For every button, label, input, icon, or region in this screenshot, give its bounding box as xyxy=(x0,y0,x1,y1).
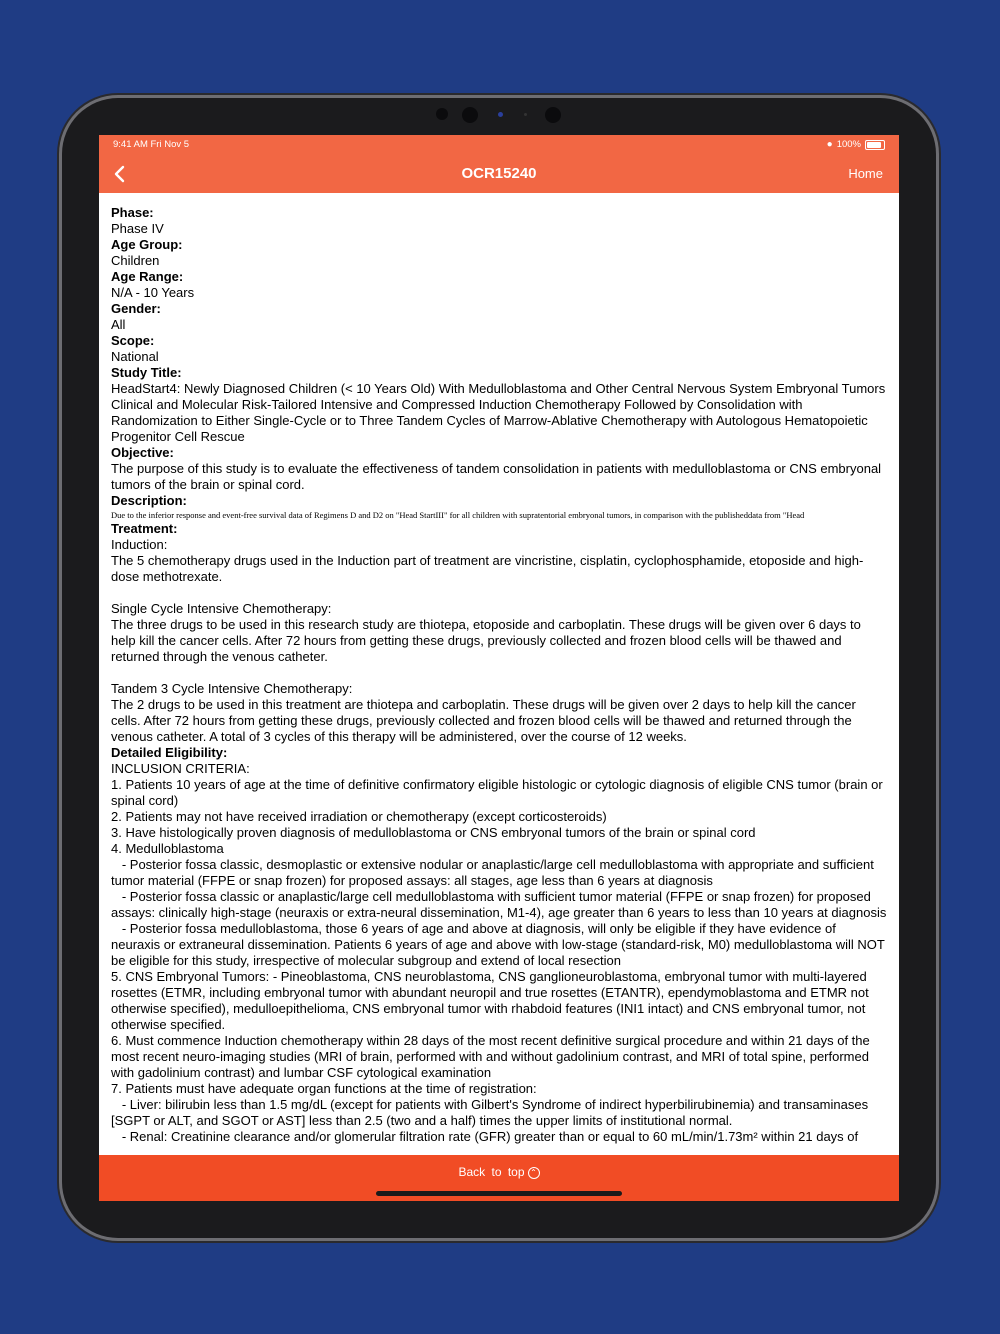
field-age-group xyxy=(111,237,887,269)
camera-bar xyxy=(62,98,936,138)
field-study-title xyxy=(111,365,887,445)
field-gender xyxy=(111,301,887,333)
field-value: All xyxy=(111,317,126,332)
home-indicator[interactable] xyxy=(376,1191,622,1196)
page-title: OCR15240 xyxy=(461,165,537,182)
field-label: Age Group: xyxy=(111,237,183,252)
field-label: Treatment: xyxy=(111,521,178,536)
field-description xyxy=(111,493,887,521)
sensor-dot xyxy=(498,112,503,117)
back-to-top-button[interactable] xyxy=(99,1165,899,1179)
field-value: Induction: The 5 chemotherapy drugs used in the Induction part of treatment are vincristine, cisplatin, cyclophosphamide, etoposide and high-dose methotrexate. Single Cycle Intensive Chemotherapy: The three drugs to be used in this research study are thiotepa, etoposide and carboplatin. These drugs will be given over 6 days to help kill the cancer cells. After 72 hours from getting these drugs, previously collected and frozen blood cells will be thawed and returned through the venous catheter. Tandem 3 Cycle Intensive Chemotherapy: The 2 drugs to be used in this treatment are thiotepa and carboplatin. These drugs will be given over 2 days to help kill the cancer cells. After 72 hours from getting these drugs, previously collected and frozen blood cells will be thawed and returned through the venous catheter. A total of 3 cycles of this therapy will be administered, over the course of 12 weeks. xyxy=(111,537,864,744)
field-objective xyxy=(111,445,887,493)
field-phase xyxy=(111,205,887,237)
field-value: Phase IV xyxy=(111,221,164,236)
status-time: 9:41 AM Fri Nov 5 xyxy=(113,139,190,150)
battery-percent: 100% xyxy=(836,139,861,150)
field-label: Description: xyxy=(111,493,187,508)
field-value: National xyxy=(111,349,159,364)
field-value: The purpose of this study is to evaluate the effectiveness of tandem consolidation in patients with medulloblastoma or CNS embryonal tumors of the brain or spinal cord. xyxy=(111,461,885,492)
home-button[interactable]: Home xyxy=(848,166,883,181)
navigation-bar xyxy=(99,135,899,193)
field-label: Detailed Eligibility: xyxy=(111,745,228,760)
footer-bar xyxy=(99,1155,899,1201)
field-value: Due to the inferior response and event-free survival data of Regimens D and D2 on "Head StartIII" for all children with supratentorial embryonal tumors, in comparison with the publisheddata from "Head xyxy=(111,510,805,520)
field-eligibility xyxy=(111,745,887,1145)
field-value: Children xyxy=(111,253,160,268)
field-value: N/A - 10 Years xyxy=(111,285,195,300)
sensor-dot xyxy=(436,108,448,120)
field-label: Scope: xyxy=(111,333,155,348)
field-age-range xyxy=(111,269,887,301)
sensor-dot xyxy=(545,107,561,123)
app-screen xyxy=(99,135,899,1201)
field-value: INCLUSION CRITERIA: 1. Patients 10 years of age at the time of definitive confirmatory eligible histologic or cytologic diagnosis of eligible CNS tumor (brain or spinal cord) 2. Patients may not have received irradiation or chemotherapy (except corticosteroids) 3. Have histologically proven diagnosis of medulloblastoma or CNS embryonal tumors of the brain or spinal cord 4. Medulloblastoma - Posterior fossa classic, desmoplastic or extensive nodular or anaplastic/large cell medulloblastoma with appropriate and sufficient tumor material (FFPE or snap frozen) for proposed assays: all stages, age less than 6 years at diagnosis - Posterior fossa classic or anaplastic/large cell medulloblastoma with sufficient tumor material (FFPE or snap frozen) for proposed assays: clinically high-stage (neuraxis or extra-neural dissemination, M1-4), age greater than 6 years to less than 10 years at diagnosis - Posterior fossa medulloblastoma, those 6 years of age and above at diagnosis, will only be eligible if they have evidence of neuraxis or extraneural dissemination. Patients 6 years of age and above with low-stage (standard-risk, M0) medulloblastoma will NOT be eligible for this study, irrespective of molecular subgroup and extend of local resection 5. CNS Embryonal Tumors: - Pineoblastoma, CNS neuroblastoma, CNS ganglioneuroblastoma, embryonal tumor with multi-layered rosettes (ETMR, including embryonal tumor with abundant neuropil and true rosettes (ETANTR), ependymoblastoma and ETMR not otherwise specified), medulloepithelioma, CNS embryonal tumor with rhabdoid features (INI1 intact) and CNS embryonal tumor, not otherwise specified. 6. Must commence Induction chemotherapy within 28 days of the most recent definitive surgical procedure and within 21 days of the most recent neuro-imaging studies (MRI of brain, performed with and without gadolinium contrast, and MRI of total spine, performed with gadolinium contrast) and lumbar CSF cytological examination 7. Patients must have adequate organ functions at the time of registration: - Liver: bilirubin less than 1.5 mg/dL (except for patients with Gilbert's Syndrome of indirect hyperbilirubinemia) and transaminases [SGPT or ALT, and SGOT or AST] less than 2.5 (two and a half) times the upper limits of institutional normal. - Renal: Creatinine clearance and/or glomerular filtration rate (GFR) greater than or equal to 60 mL/min/1.73m² within 21 days of xyxy=(111,761,887,1144)
trial-details xyxy=(111,205,887,1155)
field-label: Objective: xyxy=(111,445,174,460)
wifi-icon: ● xyxy=(826,139,833,150)
battery-icon xyxy=(865,140,885,150)
arrow-up-circle-icon: ⌃ xyxy=(528,1167,540,1179)
field-value: HeadStart4: Newly Diagnosed Children (< 10 Years Old) With Medulloblastoma and Other Central Nervous System Embryonal Tumors Clinical and Molecular Risk-Tailored Intensive and Compressed Induction Chemotherapy Followed by Consolidation with Randomization to Either Single-Cycle or to Three Tandem Cycles of Marrow-Ablative Chemotherapy with Autologous Hematopoietic Progenitor Cell Rescue xyxy=(111,381,889,444)
field-label: Phase: xyxy=(111,205,154,220)
field-label: Age Range: xyxy=(111,269,184,284)
back-to-top-label: Back to top xyxy=(458,1165,525,1179)
status-indicators xyxy=(827,139,885,150)
field-label: Gender: xyxy=(111,301,161,316)
sensor-dot xyxy=(524,113,527,116)
field-scope xyxy=(111,333,887,365)
field-treatment xyxy=(111,521,887,745)
field-label: Study Title: xyxy=(111,365,182,380)
front-camera xyxy=(462,107,478,123)
